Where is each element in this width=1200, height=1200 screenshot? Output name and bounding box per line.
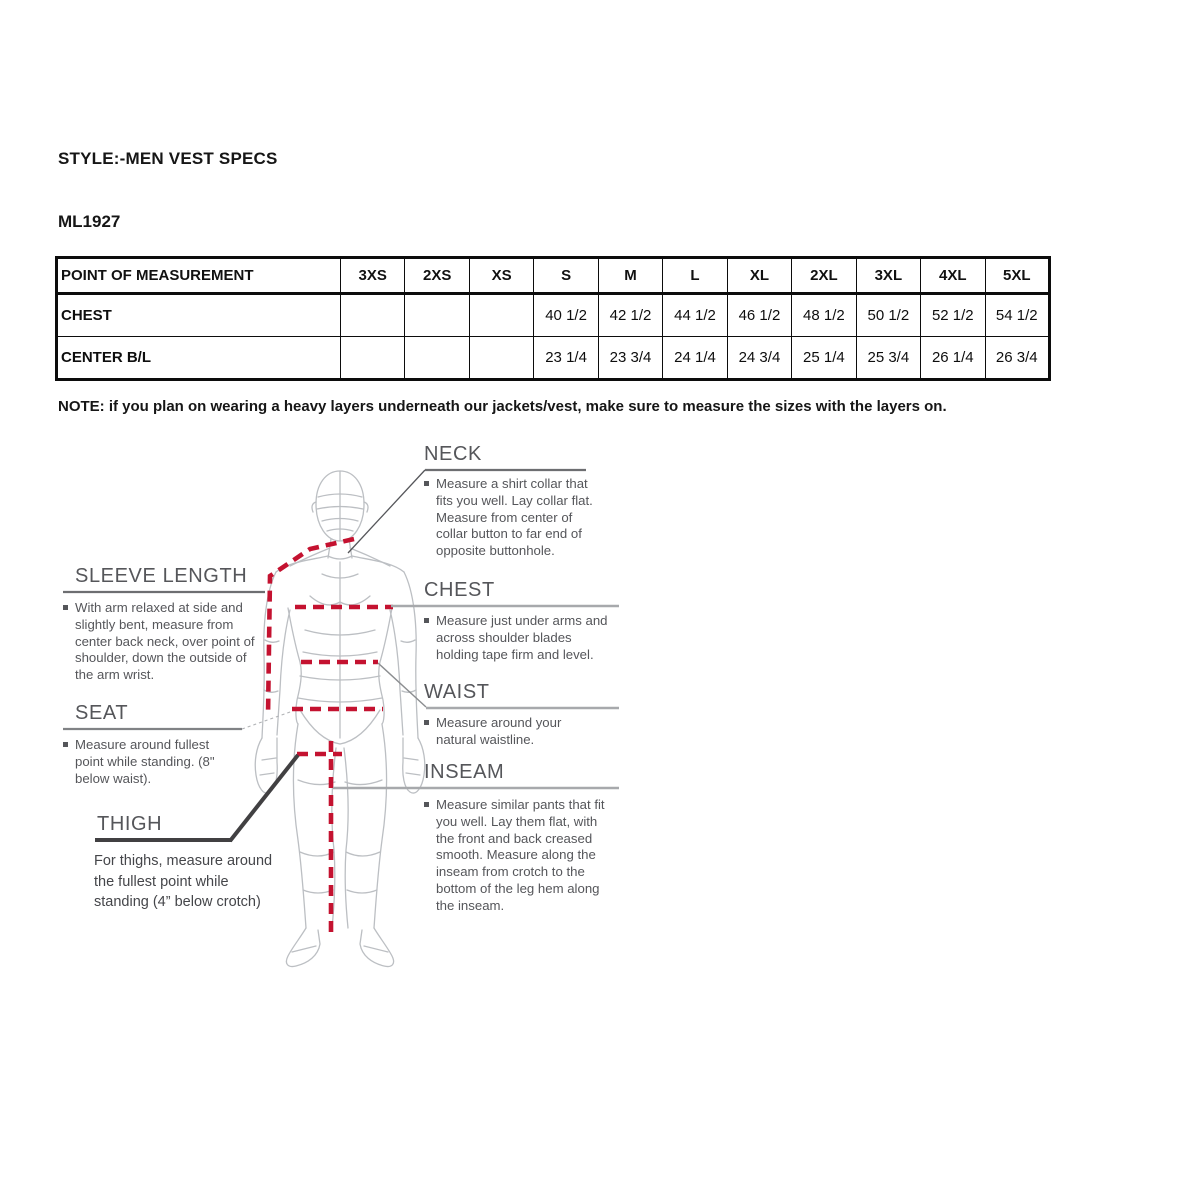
column-header-3xl: 3XL [856, 258, 920, 294]
section-title-inseam: INSEAM [424, 761, 505, 783]
bullet-square-icon [63, 742, 68, 747]
bullet-square-icon [424, 720, 429, 725]
column-header-4xl: 4XL [921, 258, 985, 294]
size-cell: 24 1/4 [663, 337, 727, 380]
section-body-thigh: For thighs, measure around the fullest point while standing (4” below crotch) [94, 853, 273, 911]
size-cell: 26 1/4 [921, 337, 985, 380]
size-cell: 48 1/2 [792, 294, 856, 337]
column-header-3xs: 3XS [341, 258, 405, 294]
column-header-5xl: 5XL [985, 258, 1049, 294]
size-cell: 23 3/4 [598, 337, 662, 380]
section-neck [424, 443, 614, 560]
column-header-2xs: 2XS [405, 258, 469, 294]
section-seat [75, 702, 250, 787]
column-header-point-of-measurement: POINT OF MEASUREMENT [57, 258, 341, 294]
section-waist [424, 681, 594, 749]
size-cell: 54 1/2 [985, 294, 1049, 337]
column-header-2xl: 2XL [792, 258, 856, 294]
section-body-inseam: Measure similar pants that fit you well. Lay them flat, with the front and back creased smooth. Measure along the inseam from crotch to the bottom of the leg hem along the inseam. [436, 797, 605, 913]
size-cell: 24 3/4 [727, 337, 791, 380]
section-sleeve-length [75, 565, 275, 684]
column-header-s: S [534, 258, 598, 294]
waist-leader-line [378, 663, 426, 707]
size-cell: 23 1/4 [534, 337, 598, 380]
section-title-seat: SEAT [75, 702, 129, 724]
page-title: STYLE:-MEN VEST SPECS [58, 149, 278, 168]
bullet-square-icon [424, 618, 429, 623]
section-inseam [424, 761, 619, 914]
note-text: NOTE: if you plan on wearing a heavy layers underneath our jackets/vest, make sure to measure the sizes with the layers on. [58, 398, 947, 415]
section-title-thigh: THIGH [97, 813, 163, 835]
section-title-neck: NECK [424, 443, 482, 465]
section-title-sleeve-length: SLEEVE LENGTH [75, 565, 248, 587]
bullet-square-icon [63, 605, 68, 610]
section-body-neck: Measure a shirt collar that fits you well. Lay collar flat. Measure from center of collar button to far end of opposite buttonhole. [436, 476, 593, 559]
column-header-l: L [663, 258, 727, 294]
size-cell: 42 1/2 [598, 294, 662, 337]
section-body-seat: Measure around fullest point while standing. (8" below waist). [75, 737, 215, 786]
size-cell: 46 1/2 [727, 294, 791, 337]
row-label-chest: CHEST [57, 294, 341, 337]
column-header-m: M [598, 258, 662, 294]
measurement-lines [268, 539, 393, 934]
section-title-chest: CHEST [424, 579, 495, 601]
column-header-xl: XL [727, 258, 791, 294]
bullet-square-icon [424, 481, 429, 486]
size-cell: 44 1/2 [663, 294, 727, 337]
style-number: ML1927 [58, 212, 121, 231]
row-label-center-bl: CENTER B/L [57, 337, 341, 380]
measurement-line-sleeve [268, 539, 354, 716]
size-cell: 50 1/2 [856, 294, 920, 337]
section-chest [424, 579, 624, 663]
size-cell: 52 1/2 [921, 294, 985, 337]
section-body-sleeve-length: With arm relaxed at side and slightly bent, measure from center back neck, over point of shoulder, down the outside of the arm wrist. [75, 600, 255, 683]
size-cell: 40 1/2 [534, 294, 598, 337]
size-cell: 25 3/4 [856, 337, 920, 380]
section-body-chest: Measure just under arms and across shoulder blades holding tape firm and level. [436, 613, 608, 662]
section-thigh [94, 813, 282, 913]
bullet-square-icon [424, 802, 429, 807]
size-cell: 25 1/4 [792, 337, 856, 380]
column-header-xs: XS [469, 258, 533, 294]
section-title-waist: WAIST [424, 681, 490, 703]
size-cell: 26 3/4 [985, 337, 1049, 380]
section-body-waist: Measure around your natural waistline. [436, 715, 562, 747]
